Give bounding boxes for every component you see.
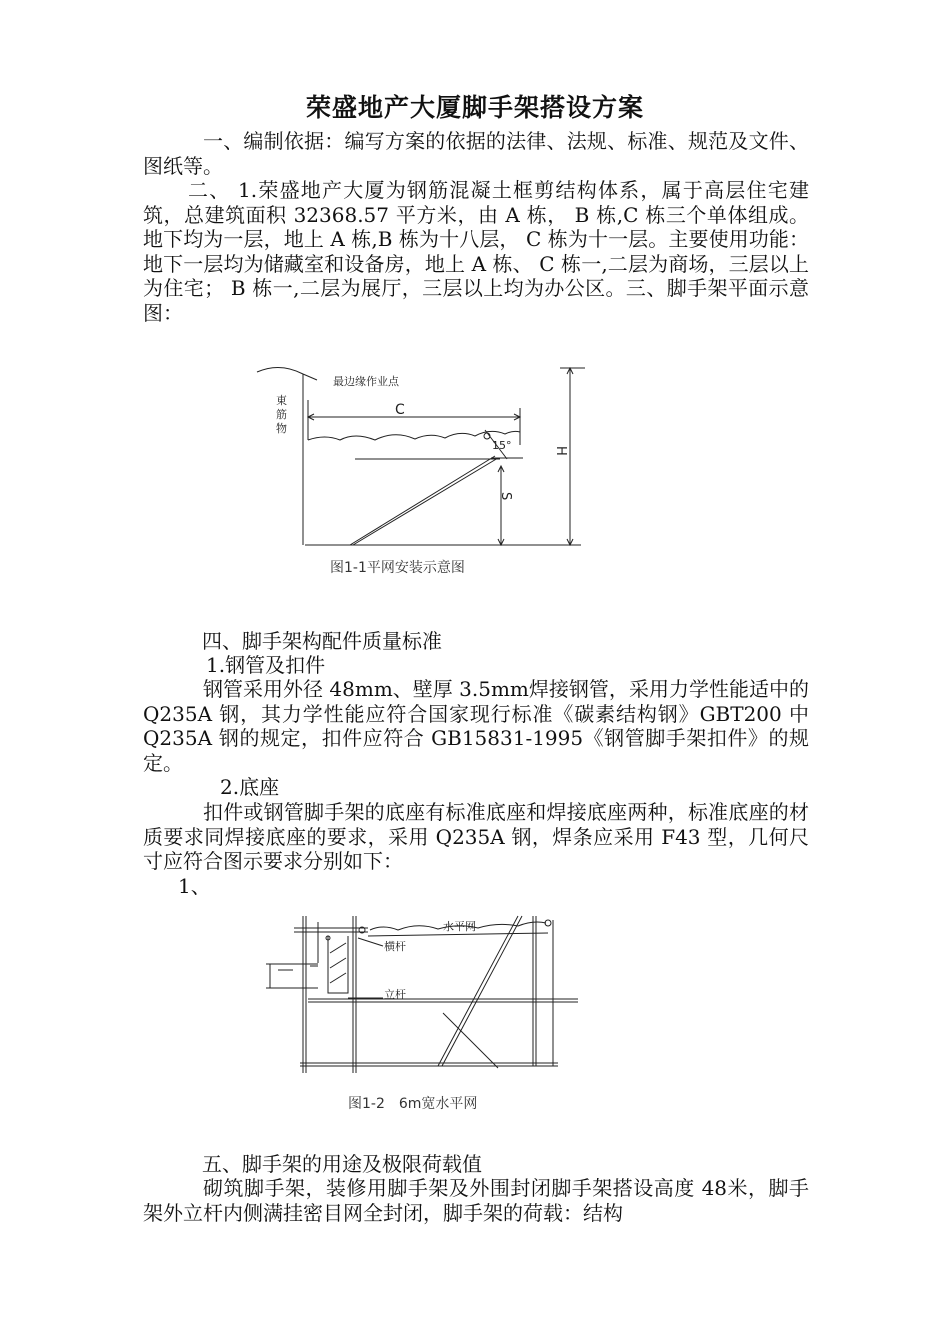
label-c: C [395,402,405,418]
label-edge-point: 最边缘作业点 [333,375,399,388]
support-pole [350,456,495,545]
label-angle: 15° [492,439,512,452]
label-crossbar: 横杆 [384,940,406,953]
figure2-caption: 图1-2 6m宽水平网 [348,1096,478,1112]
figure-safety-net-install [255,360,585,585]
figure1-caption: 图1-1平网安装示意图 [330,560,465,576]
label-building-2: 筋 [276,408,287,421]
label-upright: 立杆 [384,988,406,1001]
paragraph-steel-pipe: 钢管采用外径 48mm、壁厚 3.5mm焊接钢管，采用力学性能适中的 Q235A 钢，其力学性能应符合国家现行标准《碳素结构钢》GBT200 中 Q235A 钢的规定，扣件应符合 GB15831-1995《钢管脚手架扣件》的规定。 [143,677,809,775]
paragraph-base: 扣件或钢管脚手架的底座有标准底座和焊接底座两种，标准底座的材质要求同焊接底座的要求，采用 Q235A 钢，焊条应采用 F43 型，几何尺寸应符合图示要求分别如下： [143,800,809,873]
section4-heading: 四、脚手架构配件质量标准 [202,629,442,653]
document-title: 荣盛地产大厦脚手架搭设方案 [305,93,644,122]
label-s: S [498,492,513,501]
list-marker: 1、 [178,874,211,898]
paragraph-overview: 二、 1.荣盛地产大厦为钢筋混凝土框剪结构体系，属于高层住宅建筑，总建筑面积 32368.57 平方米，由 A 栋， B 栋,C 栋三个单体组成。地下均为一层，地上 A 栋,B 栋为十八层， C 栋为十一层。主要使用功能：地下一层均为储藏室和设备房，地上 A 栋、 C 栋一,二层为商场，三层以上为住宅； B 栋一,二层为展厅，三层以上均为办公区。三、脚手架平面示意图： [143,178,809,325]
ground-curve [257,367,303,374]
sub1-heading: 1.钢管及扣件 [206,653,326,677]
wall-section [328,936,348,993]
paragraph-usage: 砌筑脚手架，装修用脚手架及外围封闭脚手架搭设高度 48米，脚手架外立杆内侧满挂密目网全封闭，脚手架的荷载：结构 [143,1176,809,1225]
label-building-3: 物 [276,422,287,435]
label-h: H [553,446,568,456]
sub2-heading: 2.底座 [220,775,280,799]
diagonal-brace [438,916,518,1066]
label-building-1: 東 [276,394,287,407]
section5-heading: 五、脚手架的用途及极限荷载值 [202,1152,482,1176]
label-net: 水平网 [443,920,476,933]
paragraph-basis: 一、编制依据：编写方案的依据的法律、法规、标准、规范及文件、图纸等。 [143,129,809,178]
figure-horizontal-net [258,908,588,1123]
